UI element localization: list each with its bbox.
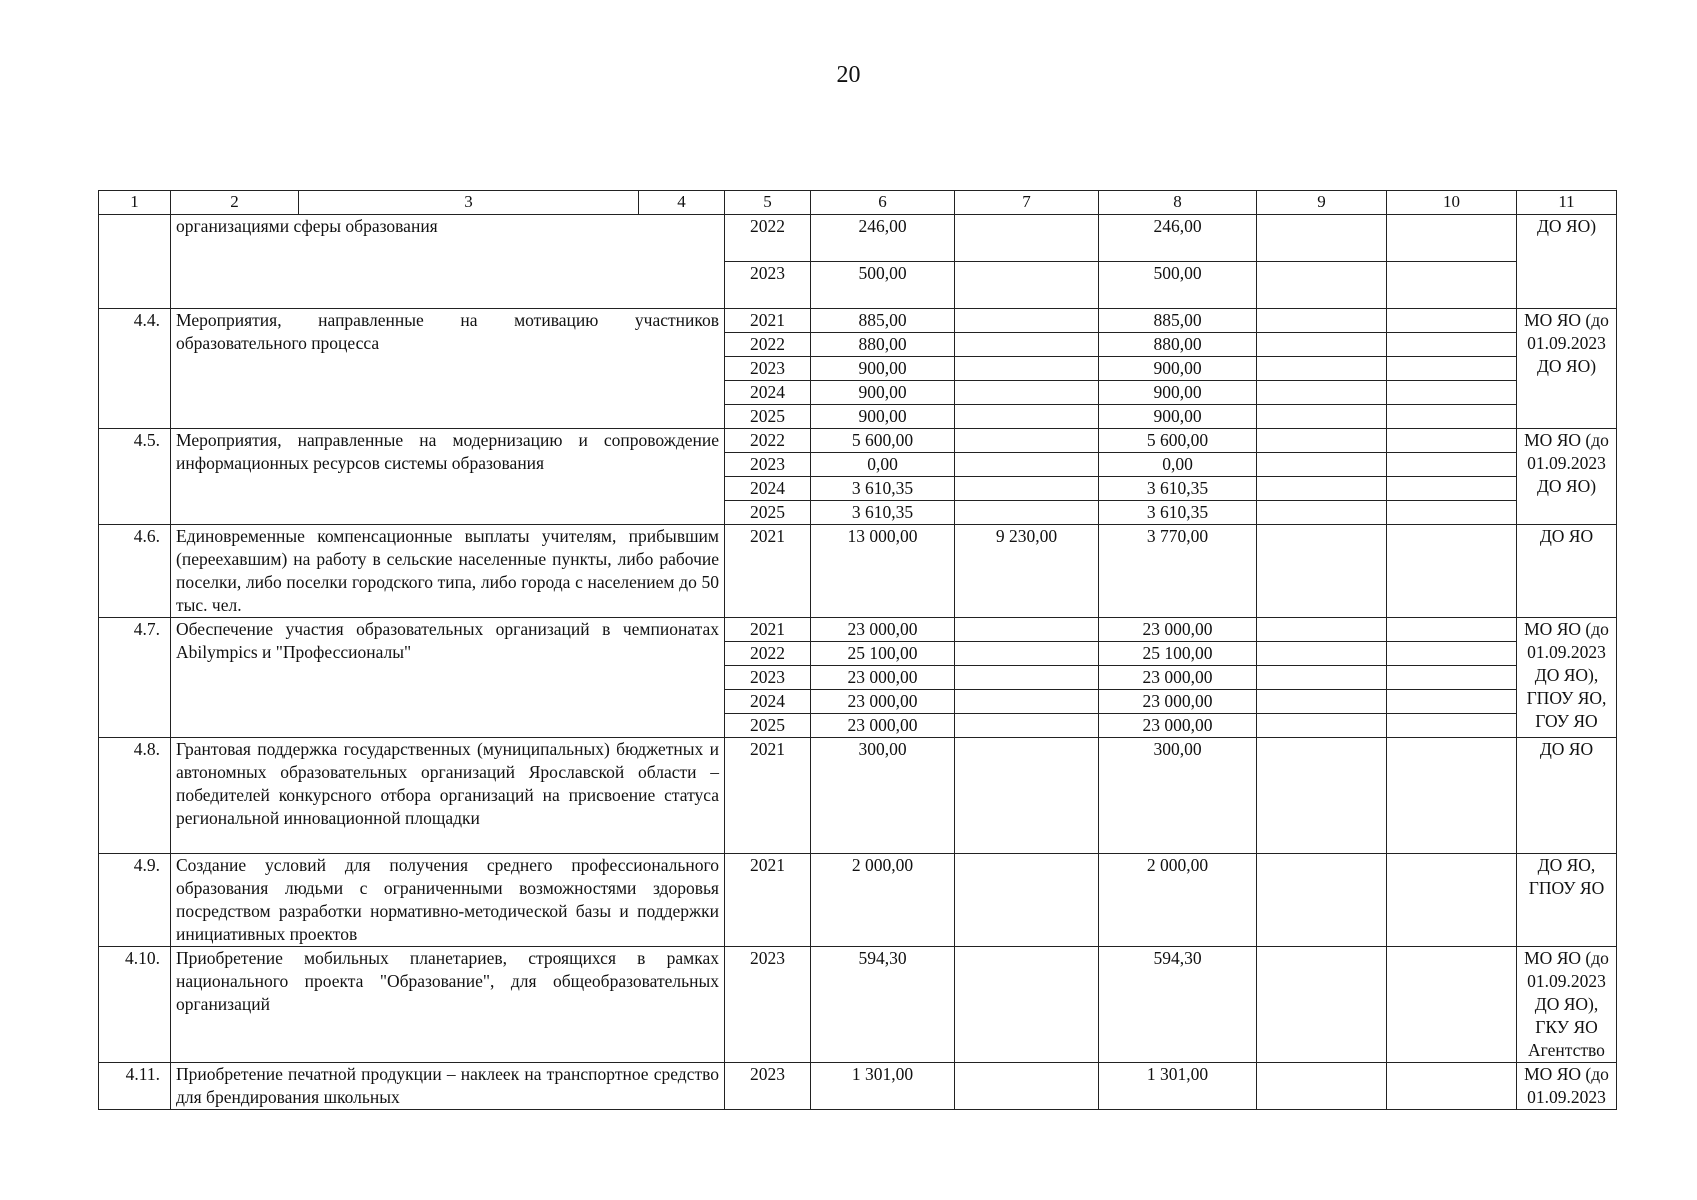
regional-amount-cell: 900,00 [1099, 381, 1257, 405]
regional-amount-cell: 23 000,00 [1099, 618, 1257, 642]
item-number: 4.9. [99, 854, 171, 947]
column-number-5: 5 [725, 191, 811, 215]
other-source-cell [1387, 525, 1517, 618]
local-amount-cell [1257, 642, 1387, 666]
regional-amount-cell: 1 301,00 [1099, 1063, 1257, 1110]
other-source-cell [1387, 357, 1517, 381]
total-amount-cell: 594,30 [811, 947, 955, 1063]
year-cell: 2023 [725, 453, 811, 477]
local-amount-cell [1257, 618, 1387, 642]
federal-amount-cell [955, 690, 1099, 714]
other-source-cell [1387, 381, 1517, 405]
regional-amount-cell: 0,00 [1099, 453, 1257, 477]
column-number-9: 9 [1257, 191, 1387, 215]
regional-amount-cell: 900,00 [1099, 405, 1257, 429]
local-amount-cell [1257, 429, 1387, 453]
local-amount-cell [1257, 262, 1387, 309]
federal-amount-cell [955, 618, 1099, 642]
year-cell: 2025 [725, 405, 811, 429]
regional-amount-cell: 880,00 [1099, 333, 1257, 357]
total-amount-cell: 300,00 [811, 738, 955, 854]
total-amount-cell: 500,00 [811, 262, 955, 309]
year-cell: 2024 [725, 690, 811, 714]
federal-amount-cell [955, 262, 1099, 309]
total-amount-cell: 885,00 [811, 309, 955, 333]
regional-amount-cell: 300,00 [1099, 738, 1257, 854]
total-amount-cell: 880,00 [811, 333, 955, 357]
year-cell: 2022 [725, 333, 811, 357]
program-table [98, 190, 1617, 1110]
executor-cell: ДО ЯО [1517, 525, 1617, 618]
regional-amount-cell: 246,00 [1099, 215, 1257, 262]
federal-amount-cell [955, 405, 1099, 429]
other-source-cell [1387, 666, 1517, 690]
total-amount-cell: 246,00 [811, 215, 955, 262]
year-cell: 2022 [725, 429, 811, 453]
total-amount-cell: 23 000,00 [811, 666, 955, 690]
other-source-cell [1387, 309, 1517, 333]
year-cell: 2021 [725, 618, 811, 642]
local-amount-cell [1257, 947, 1387, 1063]
year-cell: 2025 [725, 714, 811, 738]
other-source-cell [1387, 690, 1517, 714]
local-amount-cell [1257, 525, 1387, 618]
federal-amount-cell [955, 854, 1099, 947]
local-amount-cell [1257, 738, 1387, 854]
federal-amount-cell [955, 1063, 1099, 1110]
item-description: Единовременные компенсационные выплаты учителям, прибывшим (переехавшим) на работу в сельские населенные пункты, либо рабочие поселки, либо поселки городского типа, либо города с населением до 50 тыс. чел. [171, 525, 725, 618]
total-amount-cell: 900,00 [811, 381, 955, 405]
regional-amount-cell: 3 610,35 [1099, 501, 1257, 525]
other-source-cell [1387, 262, 1517, 309]
federal-amount-cell [955, 381, 1099, 405]
year-cell: 2023 [725, 357, 811, 381]
regional-amount-cell: 3 610,35 [1099, 477, 1257, 501]
item-number: 4.4. [99, 309, 171, 429]
table-row [99, 854, 1617, 947]
page-number: 20 [836, 62, 861, 88]
local-amount-cell [1257, 357, 1387, 381]
table-row [99, 309, 1617, 333]
local-amount-cell [1257, 215, 1387, 262]
year-cell: 2021 [725, 738, 811, 854]
other-source-cell [1387, 714, 1517, 738]
year-cell: 2024 [725, 477, 811, 501]
column-number-11: 11 [1517, 191, 1617, 215]
total-amount-cell: 13 000,00 [811, 525, 955, 618]
column-number-8: 8 [1099, 191, 1257, 215]
executor-cell: МО ЯО (до 01.09.2023 ДО ЯО) [1517, 429, 1617, 525]
column-number-2: 2 [171, 191, 299, 215]
item-description: Мероприятия, направленные на модернизацию и сопровождение информационных ресурсов системы образования [171, 429, 725, 525]
total-amount-cell: 5 600,00 [811, 429, 955, 453]
federal-amount-cell [955, 333, 1099, 357]
year-cell: 2023 [725, 262, 811, 309]
federal-amount-cell [955, 738, 1099, 854]
table-row [99, 429, 1617, 453]
local-amount-cell [1257, 501, 1387, 525]
total-amount-cell: 3 610,35 [811, 501, 955, 525]
regional-amount-cell: 3 770,00 [1099, 525, 1257, 618]
item-number: 4.6. [99, 525, 171, 618]
item-description: Приобретение печатной продукции – наклеек на транспортное средство для брендирования школьных [171, 1063, 725, 1110]
item-number: 4.10. [99, 947, 171, 1063]
column-number-4: 4 [639, 191, 725, 215]
column-number-7: 7 [955, 191, 1099, 215]
column-number-1: 1 [99, 191, 171, 215]
other-source-cell [1387, 738, 1517, 854]
other-source-cell [1387, 1063, 1517, 1110]
executor-cell: МО ЯО (до 01.09.2023 ДО ЯО), ГПОУ ЯО, ГОУ ЯО [1517, 618, 1617, 738]
other-source-cell [1387, 405, 1517, 429]
item-number [99, 215, 171, 309]
local-amount-cell [1257, 1063, 1387, 1110]
local-amount-cell [1257, 690, 1387, 714]
executor-cell: ДО ЯО, ГПОУ ЯО [1517, 854, 1617, 947]
other-source-cell [1387, 642, 1517, 666]
federal-amount-cell [955, 215, 1099, 262]
table-row [99, 1063, 1617, 1110]
regional-amount-cell: 23 000,00 [1099, 714, 1257, 738]
local-amount-cell [1257, 453, 1387, 477]
local-amount-cell [1257, 714, 1387, 738]
total-amount-cell: 23 000,00 [811, 618, 955, 642]
item-number: 4.11. [99, 1063, 171, 1110]
regional-amount-cell: 5 600,00 [1099, 429, 1257, 453]
total-amount-cell: 900,00 [811, 405, 955, 429]
federal-amount-cell [955, 947, 1099, 1063]
local-amount-cell [1257, 854, 1387, 947]
local-amount-cell [1257, 309, 1387, 333]
year-cell: 2022 [725, 642, 811, 666]
other-source-cell [1387, 453, 1517, 477]
other-source-cell [1387, 333, 1517, 357]
executor-cell: МО ЯО (до 01.09.2023 [1517, 1063, 1617, 1110]
total-amount-cell: 2 000,00 [811, 854, 955, 947]
local-amount-cell [1257, 666, 1387, 690]
year-cell: 2021 [725, 854, 811, 947]
total-amount-cell: 23 000,00 [811, 714, 955, 738]
federal-amount-cell: 9 230,00 [955, 525, 1099, 618]
federal-amount-cell [955, 309, 1099, 333]
executor-cell: МО ЯО (до 01.09.2023 ДО ЯО), ГКУ ЯО Агентство [1517, 947, 1617, 1063]
year-cell: 2021 [725, 309, 811, 333]
item-description: Приобретение мобильных планетариев, строящихся в рамках национального проекта "Образование", для общеобразовательных организаций [171, 947, 725, 1063]
federal-amount-cell [955, 714, 1099, 738]
item-description: организациями сферы образования [171, 215, 725, 309]
item-description: Грантовая поддержка государственных (муниципальных) бюджетных и автономных образовательных организаций Ярославской области – победителей конкурсного отбора организаций на присвоение статуса региональной инновационной площадки [171, 738, 725, 854]
column-number-row [99, 191, 1617, 215]
other-source-cell [1387, 618, 1517, 642]
regional-amount-cell: 594,30 [1099, 947, 1257, 1063]
item-description: Обеспечение участия образовательных организаций в чемпионатах Abilympics и "Профессионалы" [171, 618, 725, 738]
other-source-cell [1387, 947, 1517, 1063]
table-row [99, 947, 1617, 1063]
item-number: 4.8. [99, 738, 171, 854]
local-amount-cell [1257, 477, 1387, 501]
item-description: Мероприятия, направленные на мотивацию участников образовательного процесса [171, 309, 725, 429]
federal-amount-cell [955, 477, 1099, 501]
other-source-cell [1387, 854, 1517, 947]
executor-cell: МО ЯО (до 01.09.2023 ДО ЯО) [1517, 309, 1617, 429]
total-amount-cell: 25 100,00 [811, 642, 955, 666]
year-cell: 2023 [725, 1063, 811, 1110]
total-amount-cell: 1 301,00 [811, 1063, 955, 1110]
federal-amount-cell [955, 429, 1099, 453]
item-number: 4.7. [99, 618, 171, 738]
regional-amount-cell: 2 000,00 [1099, 854, 1257, 947]
regional-amount-cell: 25 100,00 [1099, 642, 1257, 666]
year-cell: 2022 [725, 215, 811, 262]
executor-cell: ДО ЯО) [1517, 215, 1617, 309]
other-source-cell [1387, 429, 1517, 453]
total-amount-cell: 3 610,35 [811, 477, 955, 501]
regional-amount-cell: 500,00 [1099, 262, 1257, 309]
local-amount-cell [1257, 381, 1387, 405]
table-row [99, 215, 1617, 262]
regional-amount-cell: 900,00 [1099, 357, 1257, 381]
federal-amount-cell [955, 642, 1099, 666]
item-description: Создание условий для получения среднего профессионального образования людьми с ограниченными возможностями здоровья посредством разработки нормативно-методической базы и поддержки инициативных проектов [171, 854, 725, 947]
table-row [99, 738, 1617, 854]
column-number-3: 3 [299, 191, 639, 215]
other-source-cell [1387, 215, 1517, 262]
federal-amount-cell [955, 453, 1099, 477]
regional-amount-cell: 23 000,00 [1099, 666, 1257, 690]
other-source-cell [1387, 477, 1517, 501]
total-amount-cell: 0,00 [811, 453, 955, 477]
year-cell: 2025 [725, 501, 811, 525]
table-row [99, 525, 1617, 618]
regional-amount-cell: 885,00 [1099, 309, 1257, 333]
federal-amount-cell [955, 357, 1099, 381]
column-number-6: 6 [811, 191, 955, 215]
federal-amount-cell [955, 501, 1099, 525]
column-number-10: 10 [1387, 191, 1517, 215]
table-row [99, 618, 1617, 642]
total-amount-cell: 23 000,00 [811, 690, 955, 714]
total-amount-cell: 900,00 [811, 357, 955, 381]
year-cell: 2023 [725, 947, 811, 1063]
year-cell: 2024 [725, 381, 811, 405]
year-cell: 2021 [725, 525, 811, 618]
federal-amount-cell [955, 666, 1099, 690]
year-cell: 2023 [725, 666, 811, 690]
executor-cell: ДО ЯО [1517, 738, 1617, 854]
regional-amount-cell: 23 000,00 [1099, 690, 1257, 714]
item-number: 4.5. [99, 429, 171, 525]
other-source-cell [1387, 501, 1517, 525]
local-amount-cell [1257, 405, 1387, 429]
local-amount-cell [1257, 333, 1387, 357]
